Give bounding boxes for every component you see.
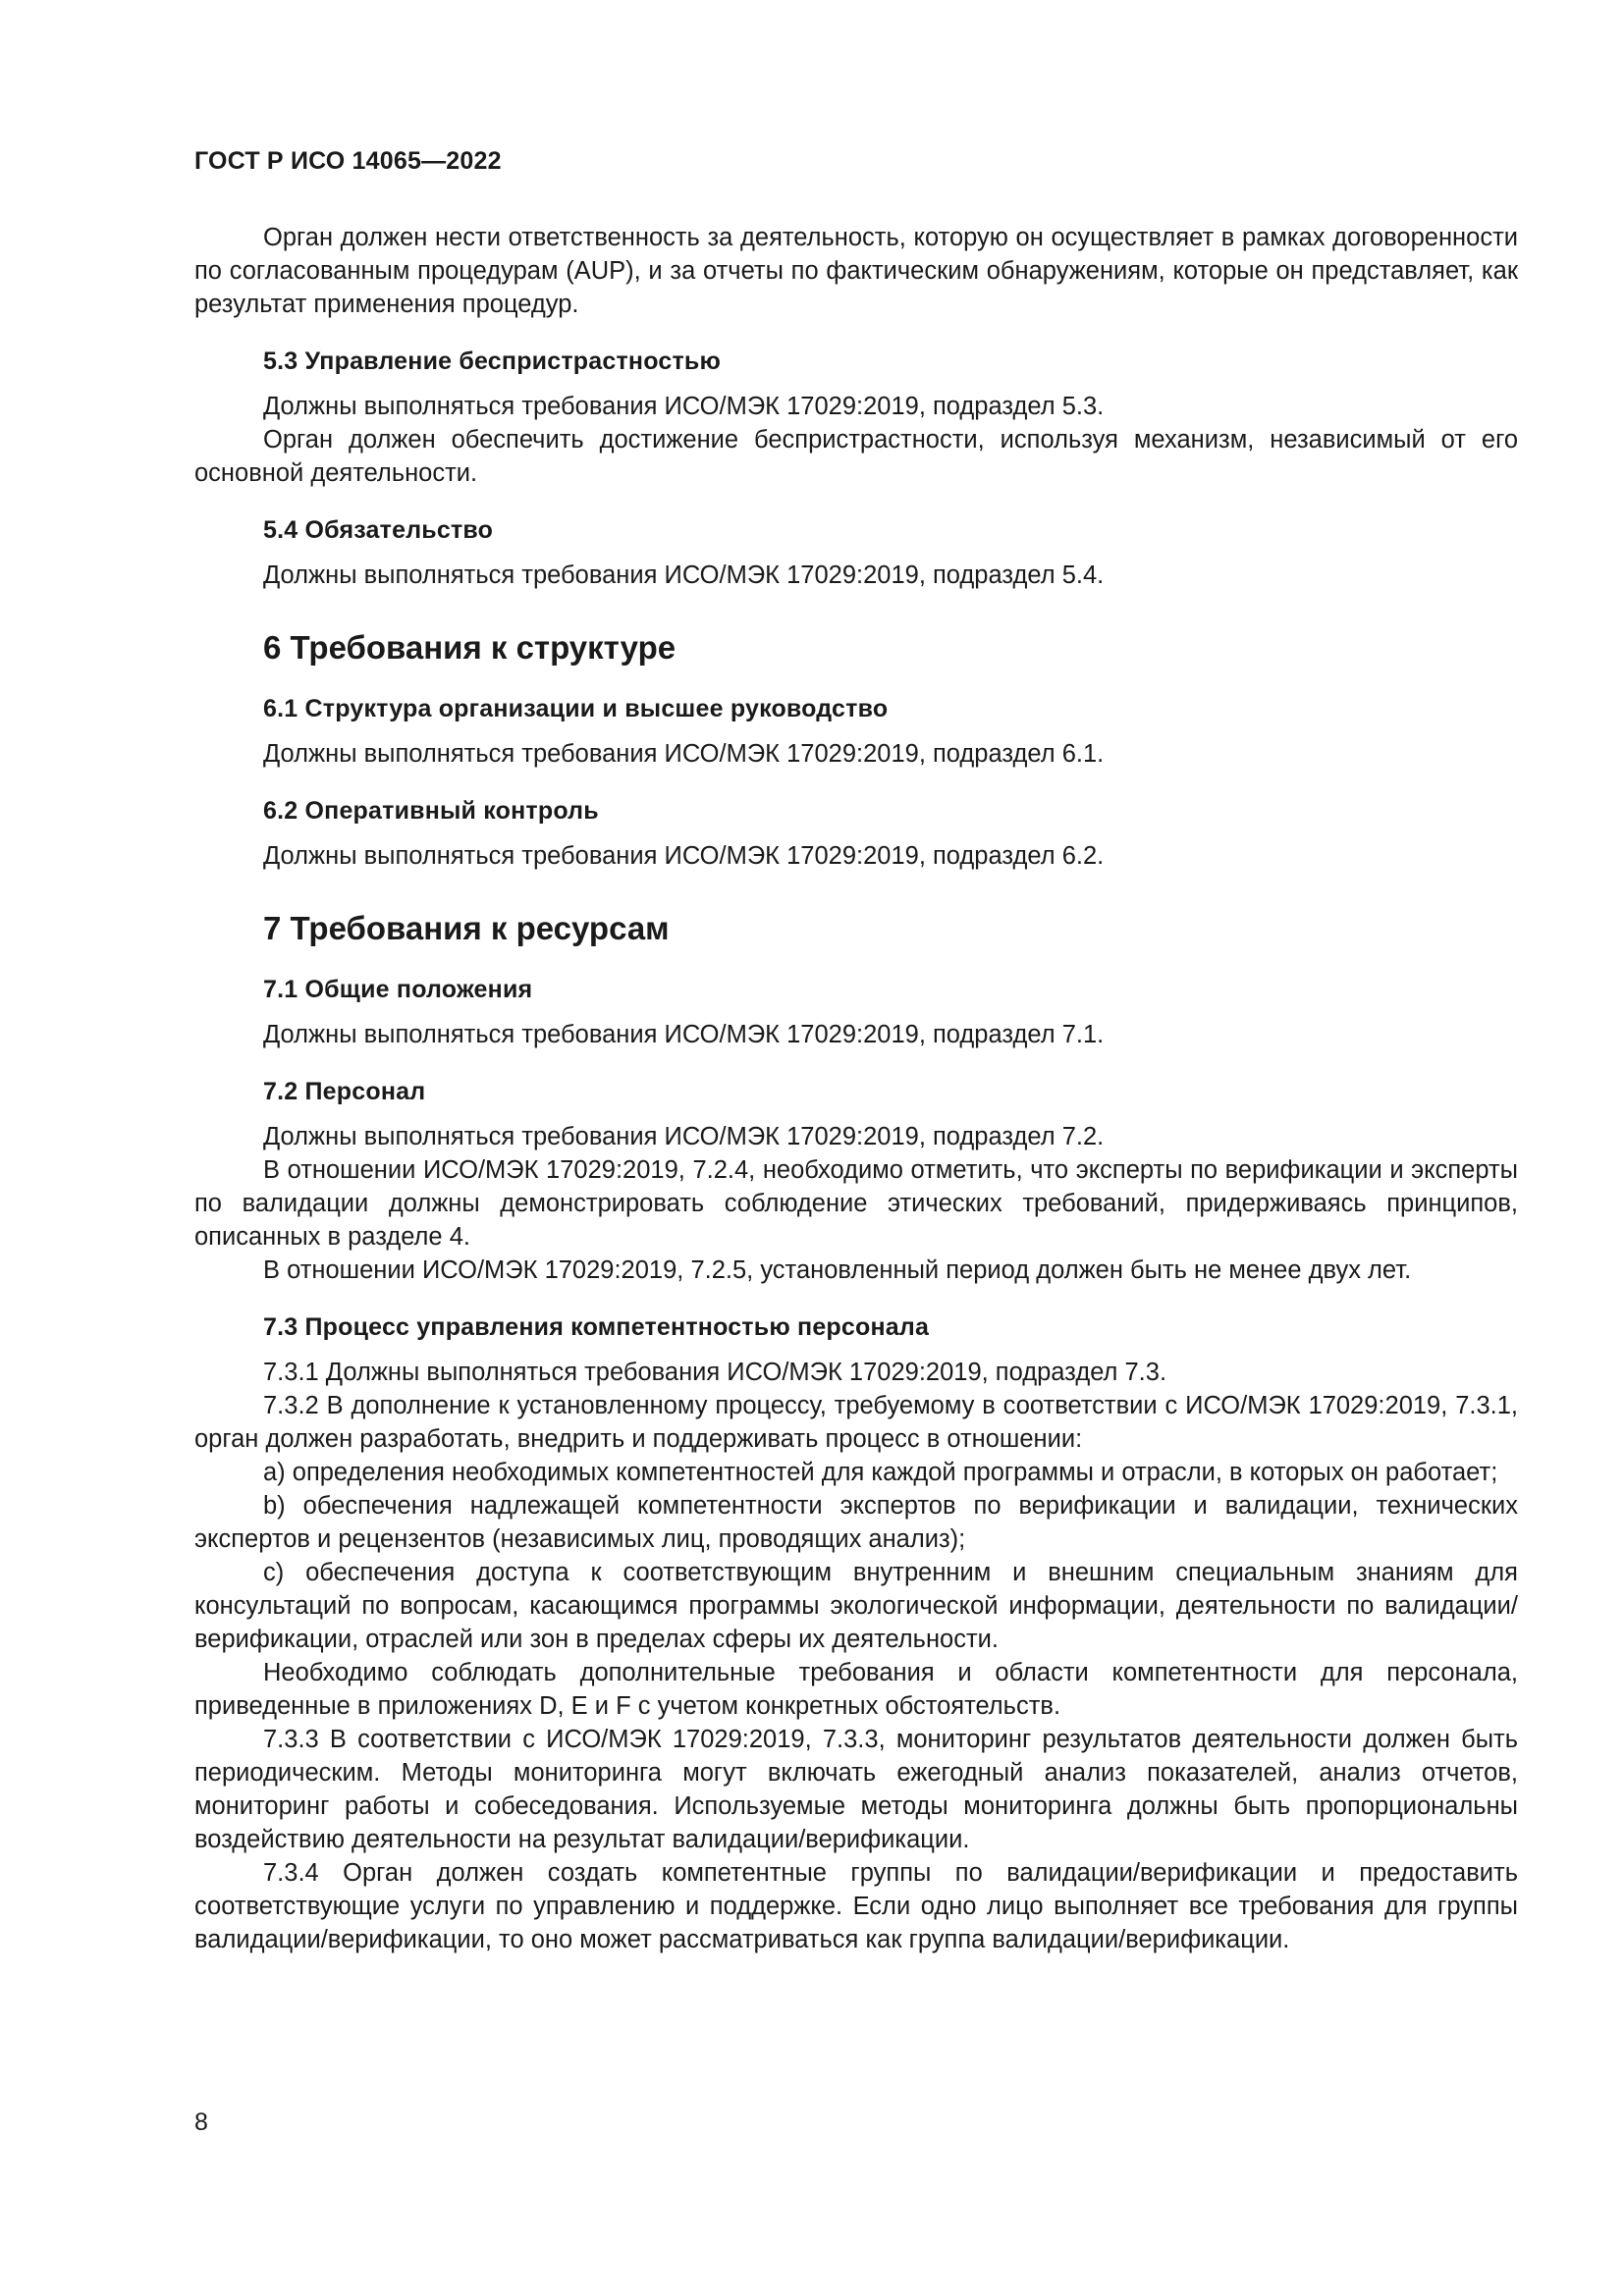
paragraph: 7.3.1 Должны выполняться требования ИСО/МЭК 17029:2019, подраздел 7.3. <box>263 1359 1167 1386</box>
subsection-heading-6-2: 6.2 Оперативный контроль <box>263 797 599 825</box>
subsection-heading-7-1: 7.1 Общие положения <box>263 976 533 1003</box>
paragraph: 7.3.2 В дополнение к установленному процессу, требуемому в соответствии с ИСО/МЭК 17029:2019, 7.3.1, орган должен разработать, внедрить и поддерживать процесс в отношении: <box>194 1392 1518 1453</box>
section-heading-7: 7 Требования к ресурсам <box>263 910 670 946</box>
paragraph: В отношении ИСО/МЭК 17029:2019, 7.2.4, необходимо отметить, что эксперты по верификации и эксперты по валидации должны демонстрировать соблюдение этических требований, придерживаясь принципов, описанных в разделе 4. <box>194 1156 1518 1251</box>
subsection-heading-5-4: 5.4 Обязательство <box>263 516 494 544</box>
paragraph: Должны выполняться требования ИСО/МЭК 17029:2019, подраздел 5.3. <box>263 393 1105 420</box>
subsection-heading-5-3: 5.3 Управление беспристрастностью <box>263 347 722 375</box>
list-item: c) обеспечения доступа к соответствующим внутренним и внешним специальным знаниям для консультаций по вопросам, касающимся программы экологической информации, деятельности по валидации/верификации, отраслей или зон в пределах сферы их деятельности. <box>194 1559 1518 1653</box>
subsection-heading-7-3: 7.3 Процесс управления компетентностью персонала <box>263 1313 930 1341</box>
paragraph: Должны выполняться требования ИСО/МЭК 17029:2019, подраздел 7.1. <box>263 1021 1105 1048</box>
paragraph: Должны выполняться требования ИСО/МЭК 17029:2019, подраздел 6.1. <box>263 740 1105 768</box>
paragraph: Должны выполняться требования ИСО/МЭК 17029:2019, подраздел 5.4. <box>263 561 1105 589</box>
page-number: 8 <box>194 2109 208 2136</box>
paragraph: 7.3.3 В соответствии с ИСО/МЭК 17029:2019, 7.3.3, мониторинг результатов деятельности должен быть периодическим. Методы мониторинга могут включать ежегодный анализ показателей, анализ отчетов, мониторинг работы и собеседования. Используемые методы мониторинга должны быть пропорциональны воздействию деятельности на результат валидации/верификации. <box>194 1726 1518 1853</box>
paragraph: Орган должен нести ответственность за деятельность, которую он осуществляет в рамках договоренности по согласованным процедурам (AUP), и за отчеты по фактическим обнаружениям, которые он представляет, как результат применения процедур. <box>194 224 1518 318</box>
paragraph: В отношении ИСО/МЭК 17029:2019, 7.2.5, установленный период должен быть не менее двух лет. <box>263 1256 1412 1284</box>
paragraph: 7.3.4 Орган должен создать компетентные группы по валидации/верификации и предоставить соответствующие услуги по управлению и поддержке. Если одно лицо выполняет все требования для группы валидации/верификации, то оно может рассматриваться как группа валидации/верификации. <box>194 1859 1518 1953</box>
document-page <box>194 147 1518 1956</box>
paragraph: Необходимо соблюдать дополнительные требования и области компетентности для персонала, приведенные в приложениях D, E и F с учетом конкретных обстоятельств. <box>194 1659 1518 1720</box>
list-item: a) определения необходимых компетентностей для каждой программы и отрасли, в которых он работает; <box>263 1459 1498 1486</box>
paragraph: Должны выполняться требования ИСО/МЭК 17029:2019, подраздел 6.2. <box>263 842 1105 870</box>
document-header: ГОСТ Р ИСО 14065—2022 <box>194 147 502 175</box>
paragraph: Должны выполняться требования ИСО/МЭК 17029:2019, подраздел 7.2. <box>263 1123 1105 1150</box>
list-item: b) обеспечения надлежащей компетентности экспертов по верификации и валидации, технических экспертов и рецензентов (независимых лиц, проводящих анализ); <box>194 1492 1518 1553</box>
paragraph: Орган должен обеспечить достижение беспристрастности, используя механизм, независимый от его основной деятельности. <box>194 426 1518 487</box>
section-heading-6: 6 Требования к структуре <box>263 629 677 666</box>
subsection-heading-6-1: 6.1 Структура организации и высшее руководство <box>263 695 889 722</box>
subsection-heading-7-2: 7.2 Персонал <box>263 1078 426 1105</box>
